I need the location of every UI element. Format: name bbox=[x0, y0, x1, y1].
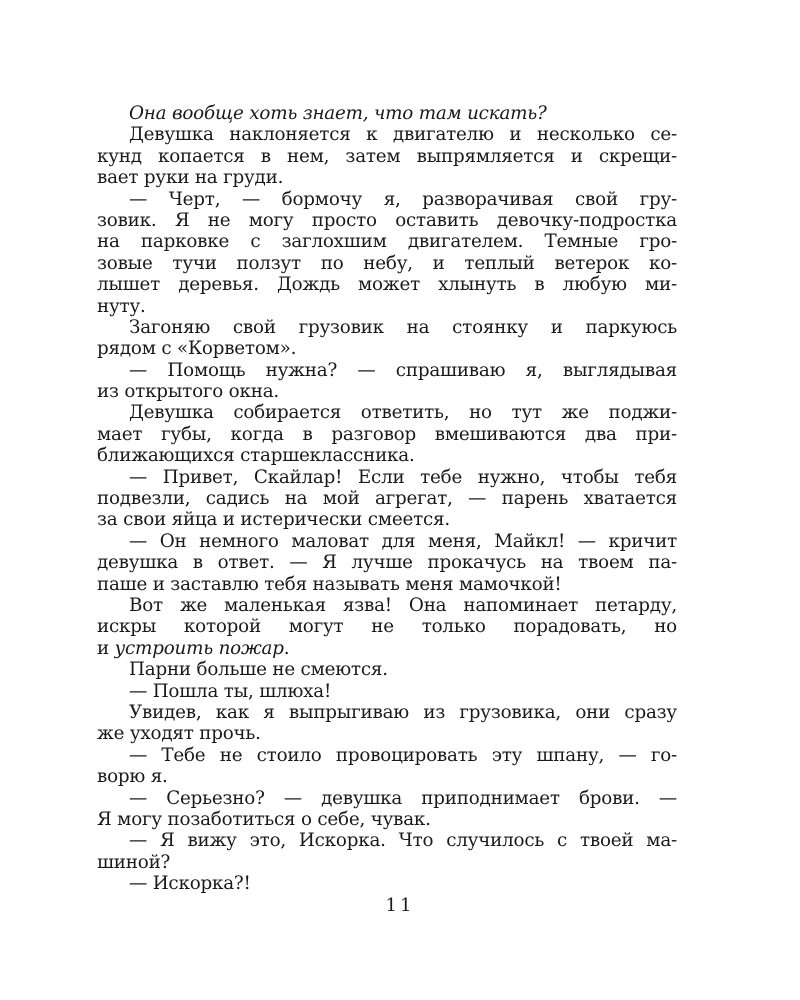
text-segment: из открытого окна. bbox=[97, 381, 280, 403]
italic-text: Она вообще хоть знает, что там искать? bbox=[129, 103, 547, 124]
text-segment: — Я вижу это, Искорка. Что случилось с твоей ма- bbox=[129, 830, 677, 852]
text-line bbox=[97, 146, 677, 167]
text-line bbox=[97, 445, 677, 466]
text-segment: зовые тучи ползут по небу, и теплый ветерок ко- bbox=[97, 252, 677, 274]
text-segment: — Пошла ты, шлюха! bbox=[129, 680, 332, 702]
text-line bbox=[97, 381, 677, 402]
page-number: 11 bbox=[385, 895, 415, 916]
text-line bbox=[97, 467, 677, 488]
text-segment: кунд копается в нем, затем выпрямляется и скрещи- bbox=[97, 145, 677, 167]
text-line bbox=[97, 210, 677, 231]
text-line bbox=[97, 659, 677, 680]
text-segment: — Помощь нужна? — спрашиваю я, выглядывая bbox=[129, 359, 677, 381]
text-segment: паше и заставлю тебя называть меня мамочкой! bbox=[97, 573, 562, 595]
text-line bbox=[97, 788, 677, 809]
text-line bbox=[97, 253, 677, 274]
text-segment: — Черт, — бормочу я, разворачивая свой гру- bbox=[129, 188, 677, 210]
text-segment: — Серьезно? — девушка приподнимает брови. — bbox=[129, 787, 677, 809]
text-line bbox=[97, 509, 677, 530]
text-segment: — Тебе не стоило провоцировать эту шпану, — го- bbox=[129, 744, 677, 766]
text-segment: Я могу позаботиться о себе, чувак. bbox=[97, 808, 431, 830]
text-segment: лышет деревья. Дождь может хлынуть в любую ми- bbox=[97, 274, 677, 296]
text-segment: — Привет, Скайлар! Если тебе нужно, чтобы тебя bbox=[129, 466, 677, 488]
text-line bbox=[97, 274, 677, 295]
italic-text: устроить пожар bbox=[114, 637, 284, 659]
text-line bbox=[97, 830, 677, 851]
text-segment: вает руки на груди. bbox=[97, 167, 284, 189]
text-line bbox=[97, 873, 677, 894]
text-line bbox=[97, 766, 677, 787]
text-line bbox=[97, 745, 677, 766]
text-segment: ближающихся старшеклассника. bbox=[97, 445, 415, 467]
text-line bbox=[97, 531, 677, 552]
text-line bbox=[97, 189, 677, 210]
body-text bbox=[97, 103, 677, 894]
text-line bbox=[97, 424, 677, 445]
text-segment: девушка в ответ. — Я лучше прокачусь на твоем па- bbox=[97, 552, 677, 574]
text-segment: . bbox=[283, 637, 290, 659]
text-line bbox=[97, 124, 677, 145]
text-segment: мает губы, когда в разговор вмешиваются два при- bbox=[97, 423, 677, 445]
text-segment: искры которой могут не только порадовать, но bbox=[97, 616, 677, 638]
text-segment: Девушка собирается ответить, но тут же поджи- bbox=[129, 402, 677, 424]
text-segment: на парковке с заглохшим двигателем. Темные гро- bbox=[97, 231, 677, 253]
text-line bbox=[97, 552, 677, 573]
text-segment: — Искорка?! bbox=[129, 873, 251, 895]
text-segment: и bbox=[97, 637, 115, 659]
text-line bbox=[97, 681, 677, 702]
text-line bbox=[97, 852, 677, 873]
text-segment: — Он немного маловат для меня, Майкл! — кричит bbox=[129, 530, 677, 552]
text-line bbox=[97, 360, 677, 381]
text-segment: же уходят прочь. bbox=[97, 723, 261, 745]
text-line bbox=[97, 231, 677, 252]
text-line bbox=[97, 402, 677, 423]
text-segment: шиной? bbox=[97, 851, 171, 873]
text-segment: Парни больше не смеются. bbox=[129, 659, 388, 681]
text-segment: нуту. bbox=[97, 295, 146, 317]
text-line bbox=[97, 638, 677, 659]
text-segment: ворю я. bbox=[97, 766, 168, 788]
text-segment: Загоняю свой грузовик на стоянку и паркуюсь bbox=[129, 316, 677, 338]
text-segment: зовик. Я не могу просто оставить девочку-подростка bbox=[97, 209, 677, 231]
text-line bbox=[97, 574, 677, 595]
text-line bbox=[97, 317, 677, 338]
text-line bbox=[97, 702, 677, 723]
text-segment: подвезли, садись на мой агрегат, — парень хватается bbox=[97, 488, 677, 510]
text-line bbox=[97, 296, 677, 317]
text-line bbox=[97, 723, 677, 744]
text-segment: Вот же маленькая язва! Она напоминает петарду, bbox=[129, 594, 677, 616]
text-line bbox=[97, 338, 677, 359]
text-line bbox=[97, 616, 677, 637]
text-segment: за свои яйца и истерически смеется. bbox=[97, 509, 450, 531]
text-segment: Девушка наклоняется к двигателю и несколько се- bbox=[129, 124, 677, 146]
text-segment: рядом с «Корветом». bbox=[97, 338, 297, 360]
text-line bbox=[97, 103, 677, 124]
text-line bbox=[97, 809, 677, 830]
text-line bbox=[97, 595, 677, 616]
text-line bbox=[97, 167, 677, 188]
text-line bbox=[97, 488, 677, 509]
text-segment: Увидев, как я выпрыгиваю из грузовика, они сразу bbox=[129, 701, 677, 723]
